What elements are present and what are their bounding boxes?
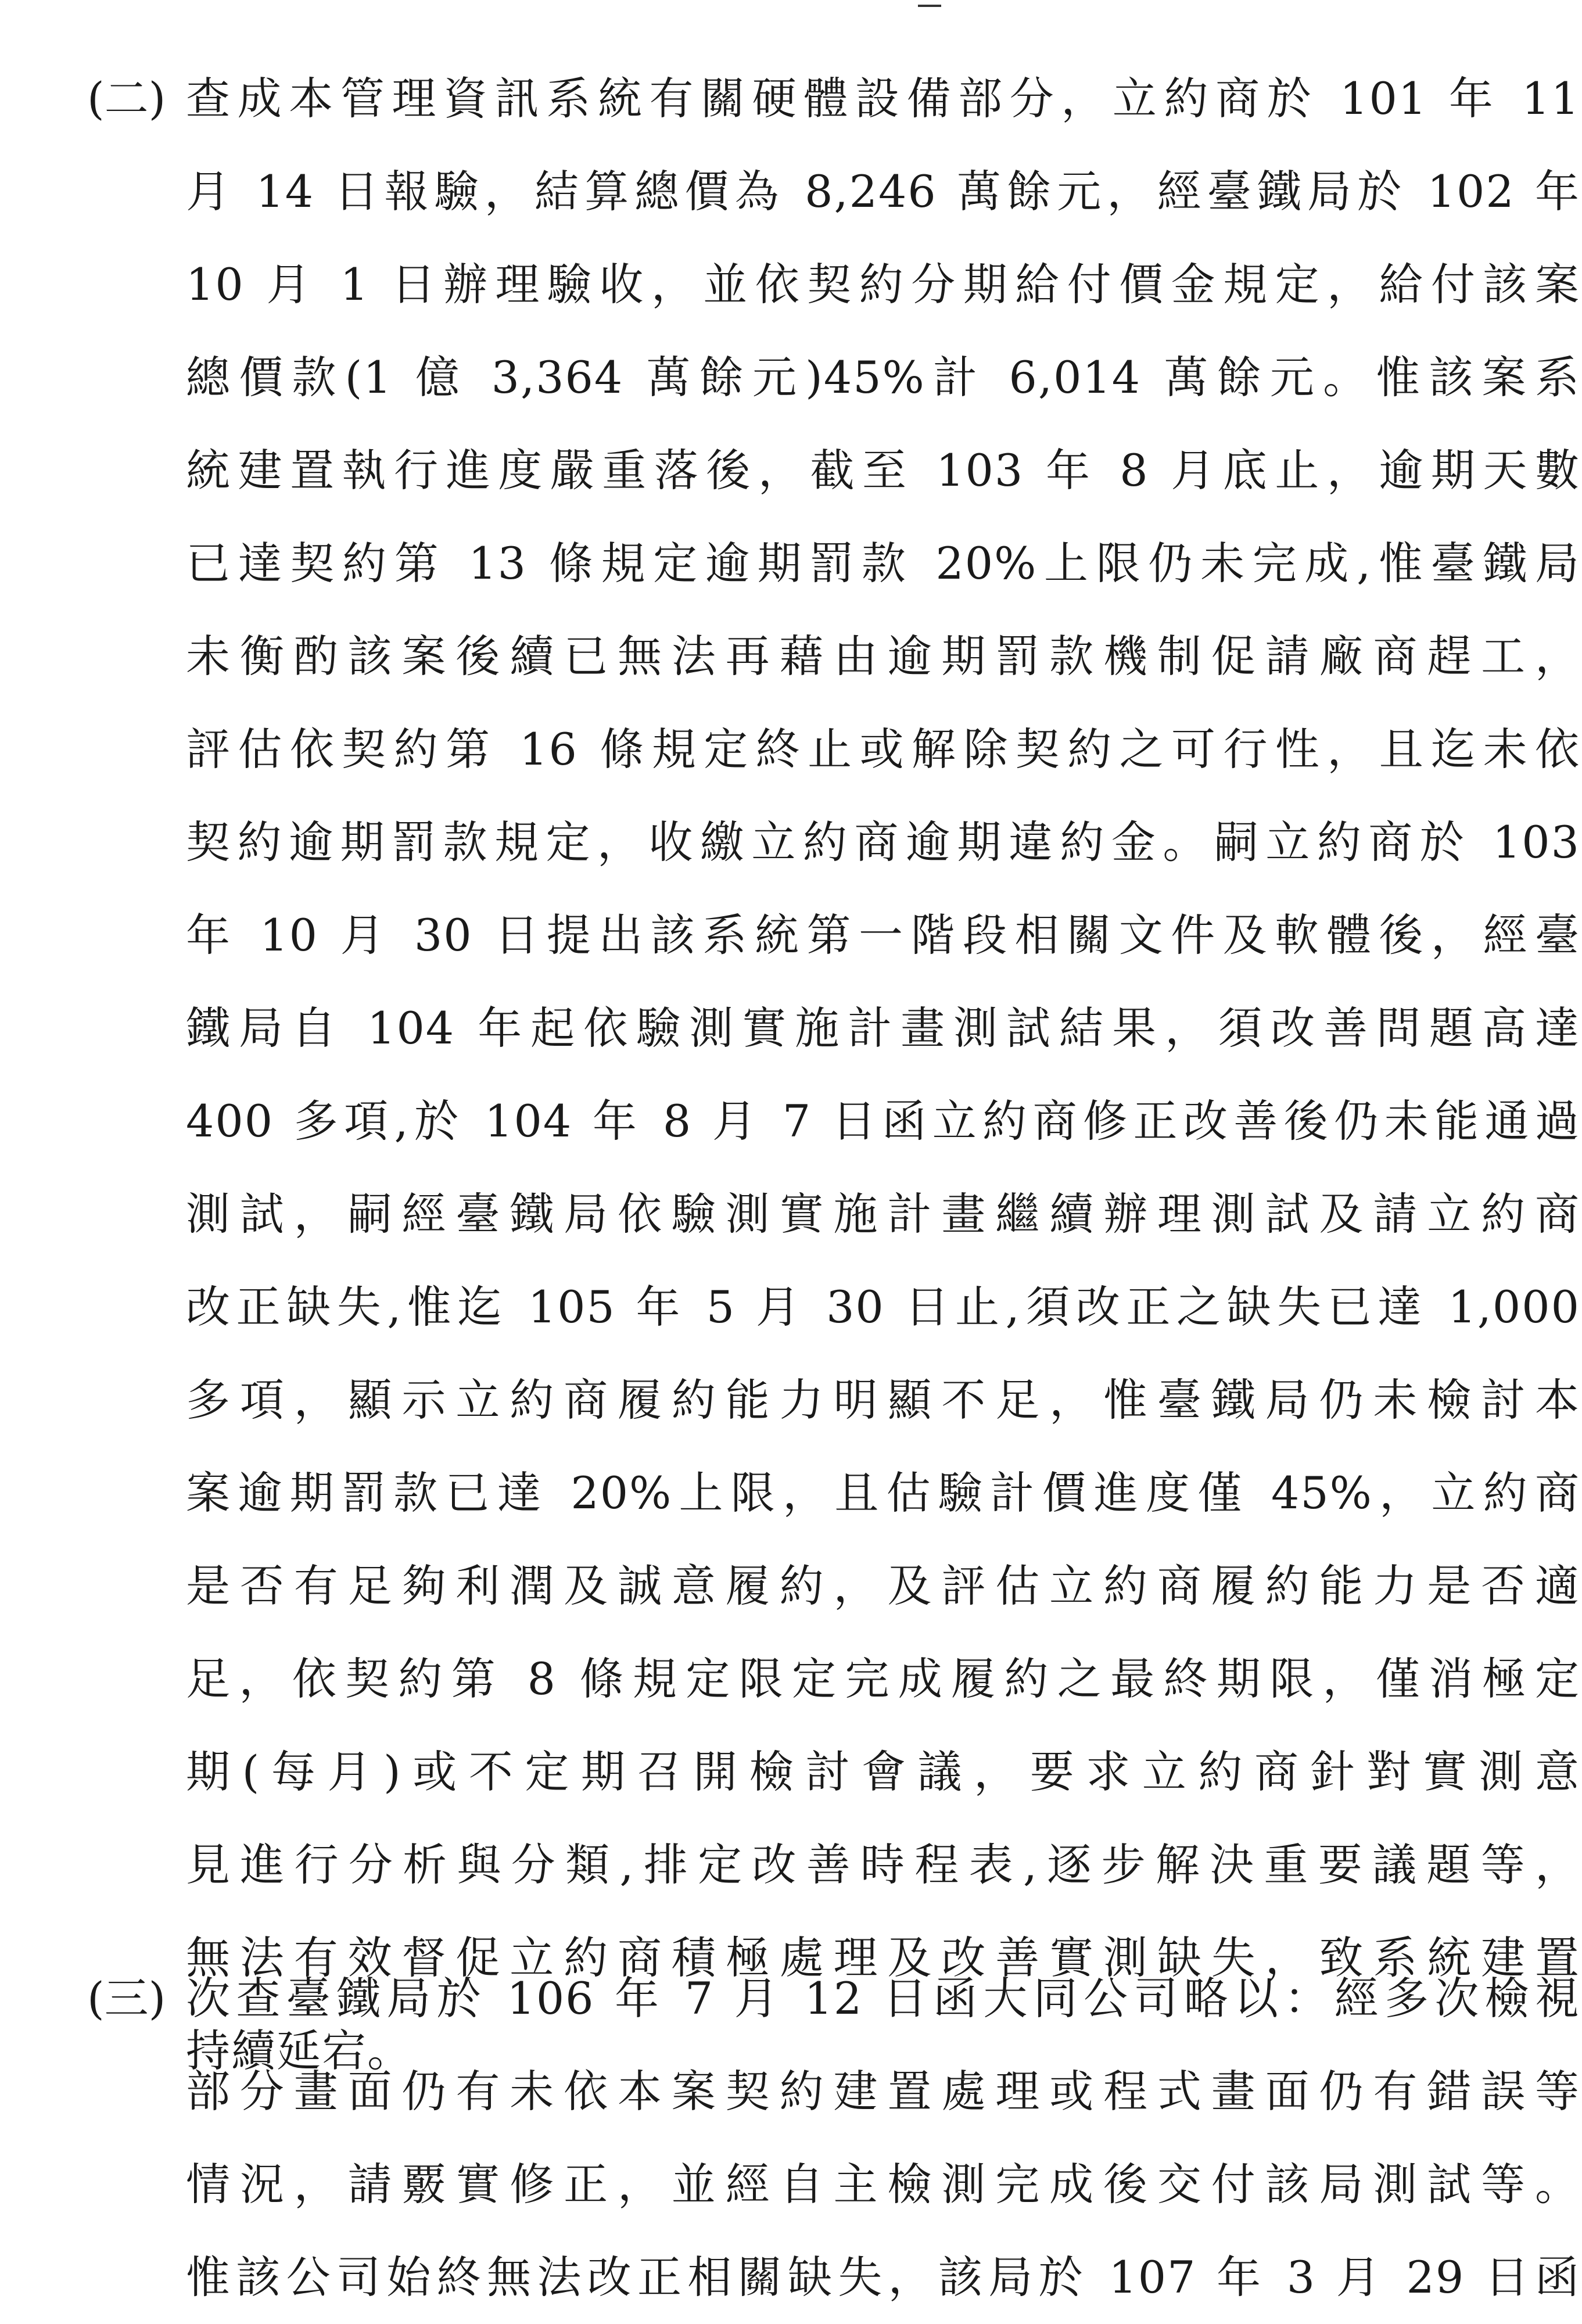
text-line: 查成本管理資訊系統有關硬體設備部分，立約商於 101 年 11 bbox=[186, 73, 1580, 124]
text-line: 部分畫面仍有未依本案契約建置處理或程式畫面仍有錯誤等 bbox=[186, 2065, 1580, 2117]
text-line: 是否有足夠利潤及誠意履約，及評估立約商履約能力是否適 bbox=[186, 1560, 1580, 1612]
page-top-mark bbox=[918, 0, 941, 7]
text-line: 案逾期罰款已達 20%上限，且估驗計價進度僅 45%，立約商 bbox=[186, 1467, 1580, 1519]
text-line: 統建置執行進度嚴重落後，截至 103 年 8 月底止，逾期天數 bbox=[186, 444, 1580, 496]
text-line: 無法有效督促立約商積極處理及改善實測缺失，致系統建置 bbox=[186, 1932, 1580, 1984]
section-three-body bbox=[186, 1952, 1580, 2324]
text-line: 惟該公司始終無法改正相關缺失，該局於 107 年 3 月 29 日函 bbox=[186, 2251, 1580, 2303]
text-line: 契約逾期罰款規定，收繳立約商逾期違約金。嗣立約商於 103 bbox=[186, 816, 1580, 868]
text-line: 持續延宕。 bbox=[186, 2025, 412, 2076]
text-line: 測試，嗣經臺鐵局依驗測實施計畫繼續辦理測試及請立約商 bbox=[186, 1188, 1580, 1240]
text-line: 評估依契約第 16 條規定終止或解除契約之可行性，且迄未依 bbox=[186, 723, 1580, 775]
text-line: 未衡酌該案後續已無法再藉由逾期罰款機制促請廠商趕工， bbox=[186, 630, 1580, 682]
text-line: 多項，顯示立約商履約能力明顯不足，惟臺鐵局仍未檢討本 bbox=[186, 1374, 1580, 1426]
section-three-label: (三) bbox=[87, 1972, 166, 2024]
text-line: 總價款(1 億 3,364 萬餘元)45%計 6,014 萬餘元。惟該案系 bbox=[186, 352, 1580, 403]
text-line: 次查臺鐵局於 106 年 7 月 12 日函大同公司略以：經多次檢視 bbox=[186, 1972, 1580, 2024]
text-line: 年 10 月 30 日提出該系統第一階段相關文件及軟體後，經臺 bbox=[186, 909, 1580, 961]
text-line: 400 多項,於 104 年 8 月 7 日函立約商修正改善後仍未能通過 bbox=[186, 1095, 1580, 1147]
text-line: 足，依契約第 8 條規定限定完成履約之最終期限，僅消極定 bbox=[186, 1653, 1580, 1705]
text-line: 10 月 1 日辦理驗收，並依契約分期給付價金規定，給付該案 bbox=[186, 259, 1580, 310]
text-line: 鐵局自 104 年起依驗測實施計畫測試結果，須改善問題高達 bbox=[186, 1002, 1580, 1054]
section-two-body bbox=[186, 52, 1580, 2097]
text-line: 情況，請覈實修正，並經自主檢測完成後交付該局測試等。 bbox=[186, 2158, 1580, 2210]
text-line: 月 14 日報驗，結算總價為 8,246 萬餘元，經臺鐵局於 102 年 bbox=[186, 166, 1580, 217]
section-two-label: (二) bbox=[87, 73, 166, 124]
text-line: 期(每月)或不定期召開檢討會議，要求立約商針對實測意 bbox=[186, 1746, 1580, 1798]
text-line: 已達契約第 13 條規定逾期罰款 20%上限仍未完成,惟臺鐵局 bbox=[186, 537, 1580, 589]
text-line: 見進行分析與分類,排定改善時程表,逐步解決重要議題等， bbox=[186, 1839, 1580, 1891]
text-line: 改正缺失,惟迄 105 年 5 月 30 日止,須改正之缺失已達 1,000 bbox=[186, 1281, 1580, 1333]
